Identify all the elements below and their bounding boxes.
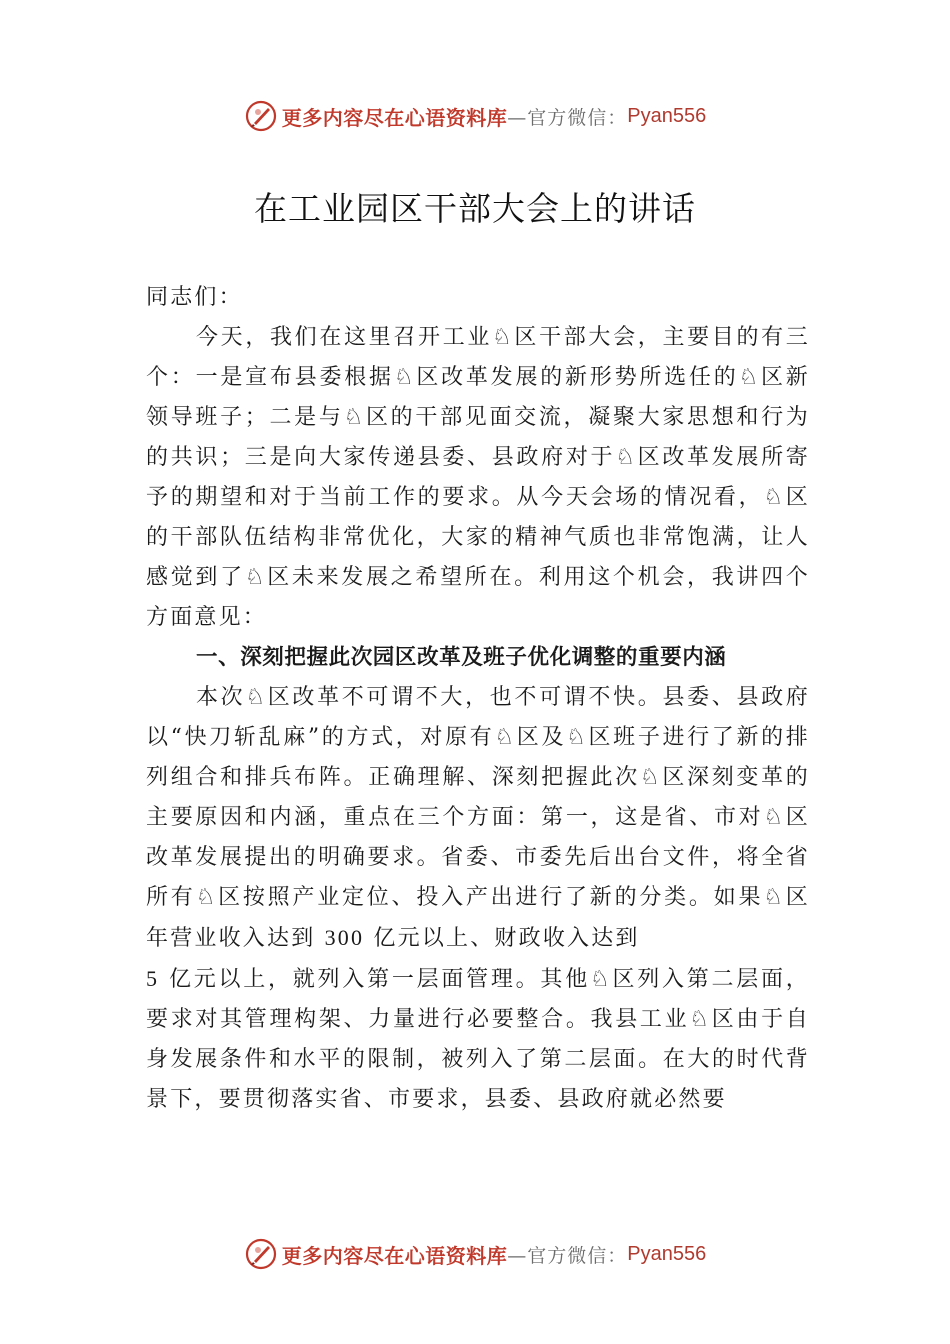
intro-paragraph: 今天，我们在这里召开工业♘区干部大会，主要目的有三个：一是宣布县委根据♘区改革发展的新形势所选任的♘区新领导班子；二是与♘区的干部见面交流，凝聚大家思想和行为的共识；三是向大家传递县委、县政府对于♘区改革发展所寄予的期望和对于当前工作的要求。从今天会场的情况看，♘区的干部队伍结构非常优化，大家的精神气质也非常饱满，让人感觉到了♘区未来发展之希望所在。利用这个机会，我讲四个方面意见： — [146, 325, 810, 630]
watermark-banner-bottom — [0, 1234, 950, 1274]
watermark-site-name: 更多内容尽在心语资料库 — [281, 105, 508, 130]
document-body — [146, 278, 810, 1120]
watermark-wechat-label: —官方微信： — [507, 1244, 628, 1267]
body-paragraph — [146, 678, 810, 1120]
revenue-figure: 300 — [324, 925, 365, 950]
watermark-banner-top — [0, 96, 950, 136]
pen-logo-icon — [244, 1237, 278, 1271]
body-text-part-1: 本次♘区改革不可谓不大，也不可谓不快。县委、县政府以“快刀斩乱麻”的方式，对原有♘区及♘区班子进行了新的排列组合和排兵布阵。正确理解、深刻把握此次♘区深刻变革的主要原因和内涵，重点在三个方面：第一，这是省、市对♘区改革发展提出的明确要求。省委、市委先后出台文件，将全省所有♘区按照产业定位、投入产出进行了新的分类。如果♘区年营业收入达到 — [146, 685, 810, 951]
pen-logo-icon — [244, 99, 278, 133]
watermark-site-name: 更多内容尽在心语资料库 — [281, 1243, 508, 1268]
watermark-wechat-id: Pyan556 — [627, 1242, 707, 1265]
body-text-part-2: 亿元以上、财政收入达到 — [373, 926, 640, 951]
watermark-wechat-id: Pyan556 — [627, 104, 707, 127]
salutation: 同志们： — [146, 285, 243, 310]
watermark-wechat-label: —官方微信： — [507, 106, 628, 129]
document-title: 在工业园区干部大会上的讲话 — [254, 189, 696, 228]
fiscal-figure: 5 — [146, 966, 160, 991]
body-text-part-3: 亿元以上，就列入第一层面管理。其他♘区列入第二层面，要求对其管理构架、力量进行必要整合。我县工业♘区由于自身发展条件和水平的限制，被列入了第二层面。在大的时代背景下，要贯彻落实省、市要求，县委、县政府就必然要 — [146, 967, 810, 1112]
section-heading: 一、深刻把握此次园区改革及班子优化调整的重要内涵 — [196, 645, 727, 670]
